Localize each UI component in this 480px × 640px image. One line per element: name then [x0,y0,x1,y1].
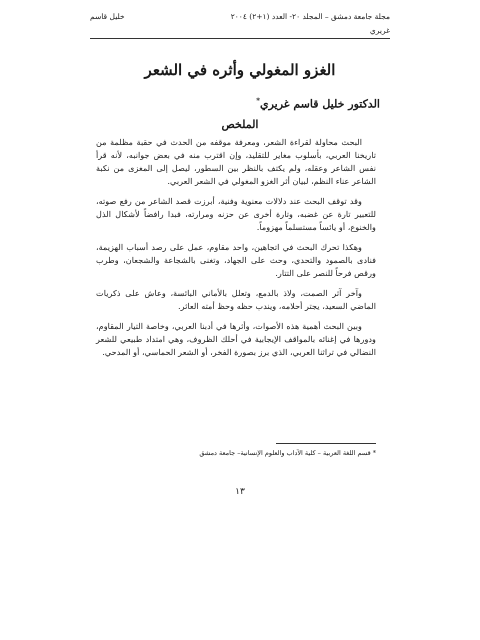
footnote: * قسم اللغة العربية – كلية الآداب والعلوم الإنسانية– جامعة دمشق [199,449,376,457]
abstract-paragraph-3: وهكذا تحرك البحث في اتجاهين، واحد مقاوم، عمل على رصد أسباب الهزيمة، فنادى بالصمود والتحدي، وحث على الجهاد، وتغنى بالشجاعة والشجعان، وطرب ورقص فرحاً للنصر على التتار. [96,242,376,278]
abstract-heading: الملخص [221,118,259,131]
abstract-paragraph-4: وآخر آثر الصمت، ولاذ بالدمع، وتعلل بالأماني البائسة، وعاش على ذكريات الماضي السعيد، يجتر أحلامه، ويندب حظه وحظ أمته العاثر. [96,288,376,311]
author-footnote-mark: * [256,96,260,105]
author-name [256,96,380,111]
abstract-body [96,136,376,366]
abstract-paragraph-5: وبين البحث أهمية هذه الأصوات، وأثرها في أدبنا العربي، وخاصة التيار المقاوم، ودورها في إغنائه بالمواقف الإيجابية في أحلك الظروف، وهي امتداد طبيعي للشعر النضالي في تراثنا العربي، الذي برز بصورة الفخر، أو الشعر الحماسي، أو المدحي. [96,321,376,357]
header-divider [90,38,390,39]
running-header-author-line2: غريري [369,26,390,35]
running-header [90,12,390,22]
abstract-paragraph-1: البحث محاولة لقراءة الشعر، ومعرفة موقفه من الحدث في حقبة مظلمة من تاريخنا العربي، بأسلوب مغاير للتقليد، وإن اقترب منه في بعض جوانبه، لأنه قرأ نفس الشاعر وعقله، ولم يكتف بالنظر بين السطور، ليصل إلى المغزى من نكبة الشاعر عناء النظم، لبيان أثر الغزو المغولي في الشعر العربي. [96,137,376,186]
footnote-divider [276,443,376,444]
running-header-journal: مجلة جامعة دمشق – المجلد ٢٠- العدد (١+٢) ٢٠٠٤ [230,12,390,21]
page-number: ١٣ [235,487,245,497]
running-header-author: خليل قاسم [90,12,125,21]
abstract-paragraph-2: وقد توقف البحث عند دلالات معنوية وفنية، أبرزت قصد الشاعر من رفع صوته، للتعبير تارة عن غضبه، وتارة أخرى عن حزنه ومرارته، فبدا رافضاً لأشكال الذل والخنوع، أو يائساً مستسلماً مهزوماً. [96,196,376,232]
article-title: الغزو المغولي وأثره في الشعر [144,61,336,79]
author-name-text: الدكتور خليل قاسم غريري [259,97,380,111]
